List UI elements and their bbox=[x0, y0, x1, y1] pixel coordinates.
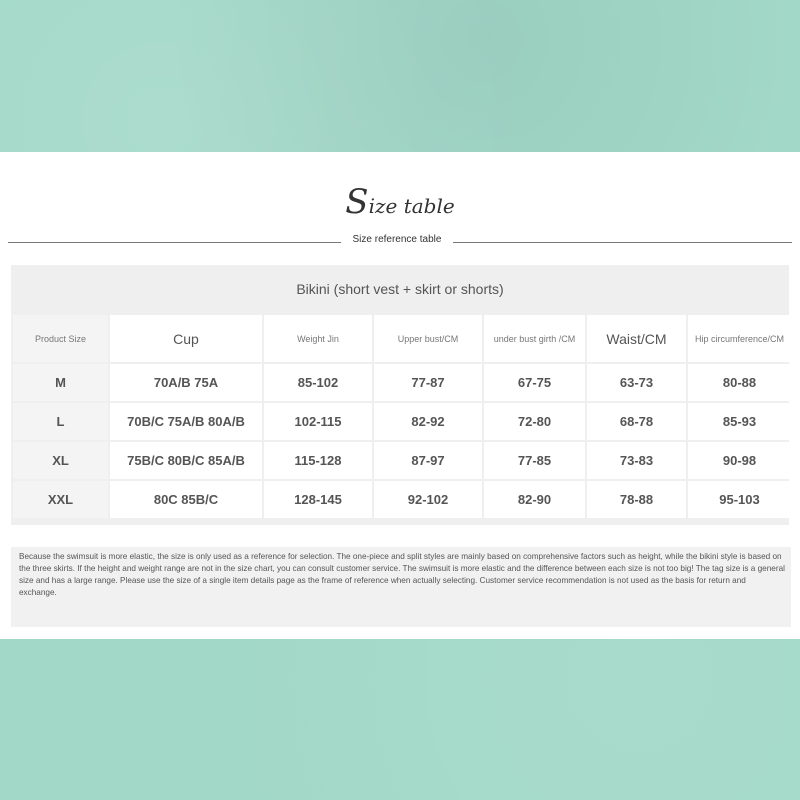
cell-weight: 102-115 bbox=[264, 403, 372, 440]
cell-hip: 85-93 bbox=[688, 403, 791, 440]
size-note bbox=[11, 547, 791, 627]
subtitle-row bbox=[8, 234, 792, 250]
title-initial: S bbox=[345, 182, 369, 222]
cell-waist: 73-83 bbox=[587, 442, 686, 479]
header-weight: Weight Jin bbox=[264, 315, 372, 362]
cell-under-bust: 82-90 bbox=[484, 481, 585, 518]
cell-weight: 115-128 bbox=[264, 442, 372, 479]
divider-right bbox=[453, 242, 792, 243]
cell-upper-bust: 87-97 bbox=[374, 442, 482, 479]
cell-weight: 128-145 bbox=[264, 481, 372, 518]
divider-left bbox=[8, 242, 341, 243]
cell-hip: 95-103 bbox=[688, 481, 791, 518]
header-waist: Waist/CM bbox=[587, 315, 686, 362]
subtitle: Size reference table bbox=[352, 234, 442, 245]
table-row bbox=[13, 481, 791, 518]
table-row bbox=[13, 442, 791, 479]
header-hip: Hip circumference/CM bbox=[688, 315, 791, 362]
cell-under-bust: 77-85 bbox=[484, 442, 585, 479]
cell-hip: 80-88 bbox=[688, 364, 791, 401]
cell-size: XL bbox=[13, 442, 108, 479]
header-product-size: Product Size bbox=[13, 315, 108, 362]
table-row bbox=[13, 364, 791, 401]
size-chart-panel bbox=[0, 152, 800, 639]
cell-size: XXL bbox=[13, 481, 108, 518]
cell-size: M bbox=[13, 364, 108, 401]
cell-weight: 85-102 bbox=[264, 364, 372, 401]
cell-hip: 90-98 bbox=[688, 442, 791, 479]
table-row bbox=[13, 403, 791, 440]
size-grid bbox=[11, 313, 793, 520]
cell-upper-bust: 92-102 bbox=[374, 481, 482, 518]
cell-waist: 78-88 bbox=[587, 481, 686, 518]
header-under-bust: under bust girth /CM bbox=[484, 315, 585, 362]
cell-upper-bust: 82-92 bbox=[374, 403, 482, 440]
cell-under-bust: 67-75 bbox=[484, 364, 585, 401]
size-note-text: Because the swimsuit is more elastic, the size is only used as a reference for selection. The one-piece and split styles are mainly based on comprehensive factors such as height, while the bikini style is based on the three skirts. If the height and weight range are not in the size chart, you can consult customer service. The swimsuit is more elastic and the difference between each size is not too big! The tag size is a general size and has a large range. Please use the size of a single item details page as the frame of reference when actually selecting. Customer service recommendation is not used as the basis for return and exchange. bbox=[19, 552, 785, 597]
table-header-row bbox=[13, 315, 791, 362]
header-upper-bust: Upper bust/CM bbox=[374, 315, 482, 362]
title-rest: ize table bbox=[368, 194, 455, 218]
cell-cup: 75B/C 80B/C 85A/B bbox=[110, 442, 262, 479]
size-table-title bbox=[0, 182, 800, 222]
cell-size: L bbox=[13, 403, 108, 440]
cell-cup: 70B/C 75A/B 80A/B bbox=[110, 403, 262, 440]
cell-cup: 70A/B 75A bbox=[110, 364, 262, 401]
size-table bbox=[11, 265, 789, 525]
cell-under-bust: 72-80 bbox=[484, 403, 585, 440]
cell-cup: 80C 85B/C bbox=[110, 481, 262, 518]
cell-waist: 63-73 bbox=[587, 364, 686, 401]
header-cup: Cup bbox=[110, 315, 262, 362]
cell-waist: 68-78 bbox=[587, 403, 686, 440]
cell-upper-bust: 77-87 bbox=[374, 364, 482, 401]
table-caption: Bikini (short vest + skirt or shorts) bbox=[296, 281, 504, 297]
